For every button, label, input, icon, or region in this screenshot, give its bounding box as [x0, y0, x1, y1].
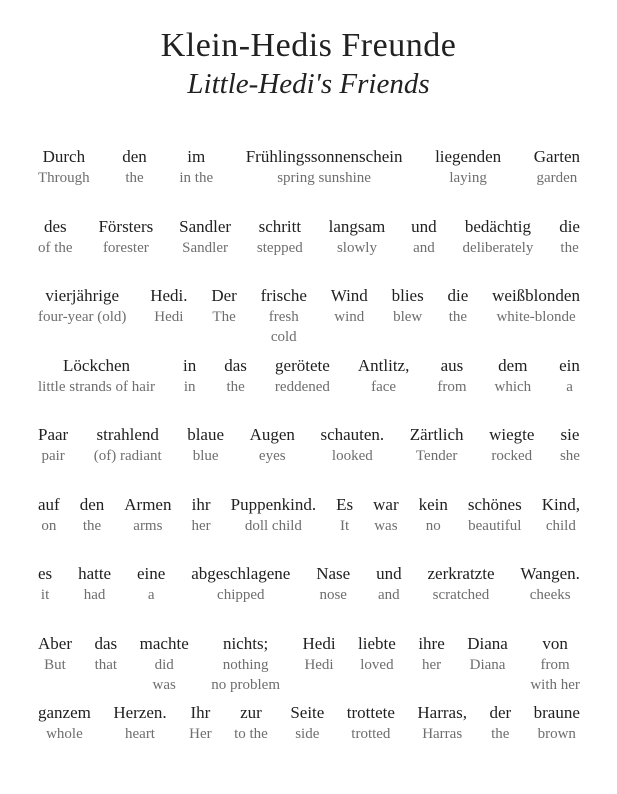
german-word: der: [489, 703, 512, 722]
english-gloss: and: [413, 239, 435, 256]
german-word: Wind: [330, 286, 368, 305]
german-word: Es: [336, 494, 354, 514]
interlinear-row: [38, 355, 580, 425]
german-word: zur: [240, 703, 262, 722]
english-gloss: on: [41, 517, 57, 534]
german-word: Hedi: [302, 633, 336, 653]
english-gloss: reddened: [274, 378, 330, 395]
word-pair: [224, 355, 247, 397]
word-pair: [410, 424, 464, 466]
word-pair: [303, 633, 336, 675]
english-gloss: (of) radiant: [93, 448, 162, 464]
english-gloss: Hedi: [304, 656, 334, 673]
german-word: die: [447, 286, 469, 305]
german-word: trottete: [346, 703, 395, 722]
word-pair: [38, 494, 60, 536]
german-word: Puppenkind.: [230, 494, 317, 514]
word-pair: [179, 216, 231, 258]
english-gloss: no: [425, 517, 441, 534]
word-pair: [331, 285, 368, 327]
english-gloss: Sandler: [182, 239, 228, 256]
english-gloss: four-year (old): [38, 309, 127, 325]
word-pair: [347, 702, 395, 744]
english-gloss: in the: [179, 170, 214, 186]
english-gloss: stepped: [256, 239, 303, 256]
german-word: bedächtig: [464, 216, 531, 236]
interlinear-row: [38, 285, 580, 355]
german-word: Frühlingssonnenschein: [245, 147, 403, 166]
german-word: kein: [418, 494, 448, 514]
english-gloss: little strands of hair: [38, 378, 156, 395]
german-word: in: [183, 355, 197, 375]
english-gloss: blew: [393, 309, 423, 325]
english-gloss: laying: [449, 170, 487, 186]
english-gloss: wind: [334, 309, 365, 325]
english-gloss: with her: [530, 676, 580, 693]
word-pair: [78, 563, 111, 605]
english-gloss: white-blonde: [496, 309, 576, 325]
german-word: aus: [440, 355, 464, 375]
word-pair: [534, 146, 580, 188]
german-word: Wangen.: [520, 564, 580, 583]
german-word: gerötete: [275, 355, 330, 375]
english-gloss: heart: [125, 726, 155, 742]
english-gloss: child: [545, 517, 576, 534]
word-pair: [38, 216, 73, 258]
word-pair: [150, 285, 187, 327]
word-pair: [38, 702, 91, 744]
english-gloss: slowly: [336, 239, 377, 256]
interlinear-row: [38, 702, 580, 772]
word-pair: [336, 494, 353, 536]
interlinear-row: [38, 563, 580, 633]
german-word: Sandler: [179, 216, 232, 236]
english-gloss: Harras: [422, 726, 463, 742]
german-word: das: [94, 633, 118, 653]
english-gloss: the: [125, 170, 144, 186]
word-pair: [520, 563, 580, 605]
word-pair: [463, 216, 534, 258]
german-word: ein: [559, 355, 580, 375]
word-pair: [320, 424, 384, 466]
german-word: machte: [139, 633, 189, 653]
page-subtitle: Little-Hedi's Friends: [187, 68, 430, 100]
english-gloss: it: [40, 587, 50, 603]
german-word: ihre: [418, 633, 445, 653]
word-pair: [494, 355, 531, 397]
german-word: ihr: [191, 494, 211, 514]
german-word: blaue: [187, 425, 225, 444]
word-pair: [428, 563, 495, 605]
english-gloss: forester: [102, 239, 149, 256]
german-word: das: [224, 355, 247, 375]
german-word: Aber: [38, 633, 72, 653]
english-gloss: no problem: [211, 676, 280, 693]
word-pair: [489, 424, 534, 466]
word-pair: [419, 494, 448, 536]
english-gloss: did: [154, 656, 174, 673]
english-gloss: But: [44, 656, 66, 673]
word-pair: [290, 702, 324, 744]
english-gloss: trotted: [351, 726, 391, 742]
english-gloss: pair: [41, 448, 65, 464]
word-pair: [246, 146, 403, 188]
word-pair: [329, 216, 386, 258]
english-gloss: cold: [270, 329, 297, 345]
english-gloss: scratched: [432, 587, 490, 603]
english-gloss: whole: [46, 726, 83, 742]
german-word: wiegte: [489, 425, 535, 444]
word-pair: [257, 216, 303, 258]
word-pair: [534, 702, 580, 744]
german-word: Diana: [467, 633, 508, 653]
english-gloss: spring sunshine: [277, 170, 371, 186]
english-gloss: deliberately: [462, 239, 534, 256]
german-word: weißblonden: [492, 286, 580, 305]
english-gloss: looked: [331, 448, 373, 464]
german-word: Kind,: [541, 494, 580, 514]
english-gloss: her: [421, 656, 442, 673]
english-gloss: doll child: [244, 517, 302, 534]
english-gloss: her: [191, 517, 211, 534]
word-pair: [38, 355, 155, 397]
word-pair: [94, 633, 117, 675]
german-word: nichts;: [222, 633, 269, 653]
german-word: Herzen.: [113, 703, 167, 722]
word-pair: [376, 563, 402, 605]
interlinear-row: [38, 424, 580, 494]
english-gloss: Hedi: [154, 309, 184, 325]
word-pair: [316, 563, 350, 605]
german-word: strahlend: [96, 425, 159, 444]
english-gloss: the: [560, 239, 579, 256]
word-pair: [38, 424, 68, 466]
english-gloss: that: [94, 656, 118, 673]
german-word: abgeschlagene: [191, 564, 291, 583]
word-pair: [183, 355, 196, 397]
german-word: die: [559, 216, 580, 236]
english-gloss: of the: [38, 239, 73, 256]
german-word: Garten: [533, 147, 580, 166]
word-pair: [38, 285, 126, 327]
word-pair: [358, 355, 409, 397]
word-pair: [191, 494, 210, 536]
german-word: Löckchen: [63, 355, 131, 375]
german-word: frische: [260, 286, 307, 305]
german-word: schritt: [258, 216, 302, 236]
german-word: Seite: [290, 703, 325, 722]
german-word: liebte: [358, 633, 396, 653]
interlinear-text: [0, 146, 617, 772]
german-word: den: [122, 147, 147, 166]
german-word: den: [79, 494, 105, 514]
english-gloss: Diana: [469, 656, 506, 673]
english-gloss: nothing: [222, 656, 269, 673]
word-pair: [489, 702, 511, 744]
word-pair: [392, 285, 424, 327]
english-gloss: from: [437, 378, 467, 395]
word-pair: [559, 355, 580, 397]
german-word: schönes: [467, 494, 522, 514]
word-pair: [140, 633, 189, 695]
english-gloss: from: [540, 656, 570, 673]
english-gloss: she: [559, 448, 580, 464]
english-gloss: in: [183, 378, 196, 395]
german-word: Armen: [124, 494, 172, 514]
word-pair: [113, 702, 166, 744]
word-pair: [137, 563, 165, 605]
word-pair: [373, 494, 398, 536]
german-word: Hedi.: [150, 286, 188, 305]
word-pair: [179, 146, 213, 188]
word-pair: [261, 285, 307, 347]
english-gloss: and: [378, 587, 400, 603]
word-pair: [124, 494, 171, 536]
german-word: es: [38, 564, 53, 583]
english-gloss: loved: [360, 656, 394, 673]
word-pair: [189, 702, 212, 744]
word-pair: [448, 285, 469, 327]
english-gloss: to the: [234, 726, 268, 742]
word-pair: [275, 355, 330, 397]
german-word: im: [187, 147, 206, 166]
word-pair: [542, 494, 580, 536]
word-pair: [358, 633, 396, 675]
german-word: Antlitz,: [357, 355, 410, 375]
german-word: vierjährige: [45, 286, 120, 305]
german-word: blies: [391, 286, 424, 305]
word-pair: [80, 494, 105, 536]
german-word: Der: [211, 286, 237, 305]
german-word: schauten.: [320, 425, 385, 444]
english-gloss: rocked: [491, 448, 533, 464]
german-word: und: [411, 216, 437, 236]
german-word: Ihr: [190, 703, 211, 722]
german-word: liegenden: [435, 147, 502, 166]
english-gloss: nose: [319, 587, 347, 603]
german-word: Försters: [98, 216, 154, 236]
german-word: des: [43, 216, 67, 236]
english-gloss: fresh: [268, 309, 299, 325]
english-gloss: was: [152, 676, 176, 693]
english-gloss: the: [448, 309, 468, 325]
german-word: Durch: [42, 147, 86, 166]
german-word: zerkratzte: [427, 564, 495, 583]
german-word: und: [376, 564, 402, 583]
word-pair: [94, 424, 162, 466]
english-gloss: garden: [536, 170, 578, 186]
english-gloss: the: [491, 726, 510, 742]
word-pair: [530, 633, 580, 695]
german-word: Augen: [249, 425, 295, 444]
word-pair: [250, 424, 295, 466]
word-pair: [187, 424, 224, 466]
english-gloss: Through: [38, 170, 90, 186]
german-word: war: [373, 494, 399, 514]
german-word: Harras,: [417, 703, 467, 722]
german-word: sie: [560, 425, 580, 444]
english-gloss: Tender: [415, 448, 458, 464]
english-gloss: the: [82, 517, 102, 534]
english-gloss: arms: [133, 517, 163, 534]
word-pair: [411, 216, 437, 258]
english-gloss: Her: [189, 726, 212, 742]
english-gloss: side: [295, 726, 320, 742]
interlinear-row: [38, 216, 580, 286]
german-word: dem: [498, 355, 528, 375]
german-word: auf: [38, 494, 60, 514]
english-gloss: The: [212, 309, 236, 325]
english-gloss: face: [371, 378, 397, 395]
german-word: von: [542, 633, 568, 653]
english-gloss: which: [494, 378, 532, 395]
word-pair: [191, 563, 290, 605]
english-gloss: cheeks: [529, 587, 571, 603]
word-pair: [234, 702, 268, 744]
english-gloss: a: [566, 378, 573, 395]
word-pair: [122, 146, 147, 188]
word-pair: [38, 146, 90, 188]
german-word: Nase: [316, 564, 351, 583]
english-gloss: brown: [537, 726, 576, 742]
word-pair: [98, 216, 153, 258]
word-pair: [560, 424, 580, 466]
word-pair: [211, 633, 280, 695]
german-word: eine: [137, 564, 166, 583]
english-gloss: had: [83, 587, 106, 603]
word-pair: [211, 285, 236, 327]
english-gloss: the: [226, 378, 245, 395]
english-gloss: eyes: [258, 448, 286, 464]
english-gloss: a: [147, 587, 155, 603]
word-pair: [38, 563, 52, 605]
interlinear-row: [38, 494, 580, 564]
english-gloss: It: [340, 517, 350, 534]
german-word: ganzem: [38, 703, 91, 722]
english-gloss: chipped: [217, 587, 265, 603]
word-pair: [437, 355, 466, 397]
word-pair: [492, 285, 580, 327]
word-pair: [559, 216, 580, 258]
interlinear-row: [38, 146, 580, 216]
word-pair: [418, 633, 444, 675]
german-word: langsam: [328, 216, 386, 236]
page-title: Klein-Hedis Freunde: [160, 27, 457, 64]
german-word: braune: [533, 703, 580, 722]
word-pair: [435, 146, 501, 188]
word-pair: [468, 494, 522, 536]
english-gloss: blue: [192, 448, 219, 464]
interlinear-row: [38, 633, 580, 703]
german-word: Zärtlich: [409, 425, 464, 444]
german-word: Paar: [38, 425, 69, 444]
word-pair: [231, 494, 316, 536]
word-pair: [467, 633, 508, 675]
german-word: hatte: [78, 564, 112, 583]
word-pair: [417, 702, 467, 744]
english-gloss: was: [374, 517, 398, 534]
word-pair: [38, 633, 72, 675]
english-gloss: beautiful: [468, 517, 522, 534]
